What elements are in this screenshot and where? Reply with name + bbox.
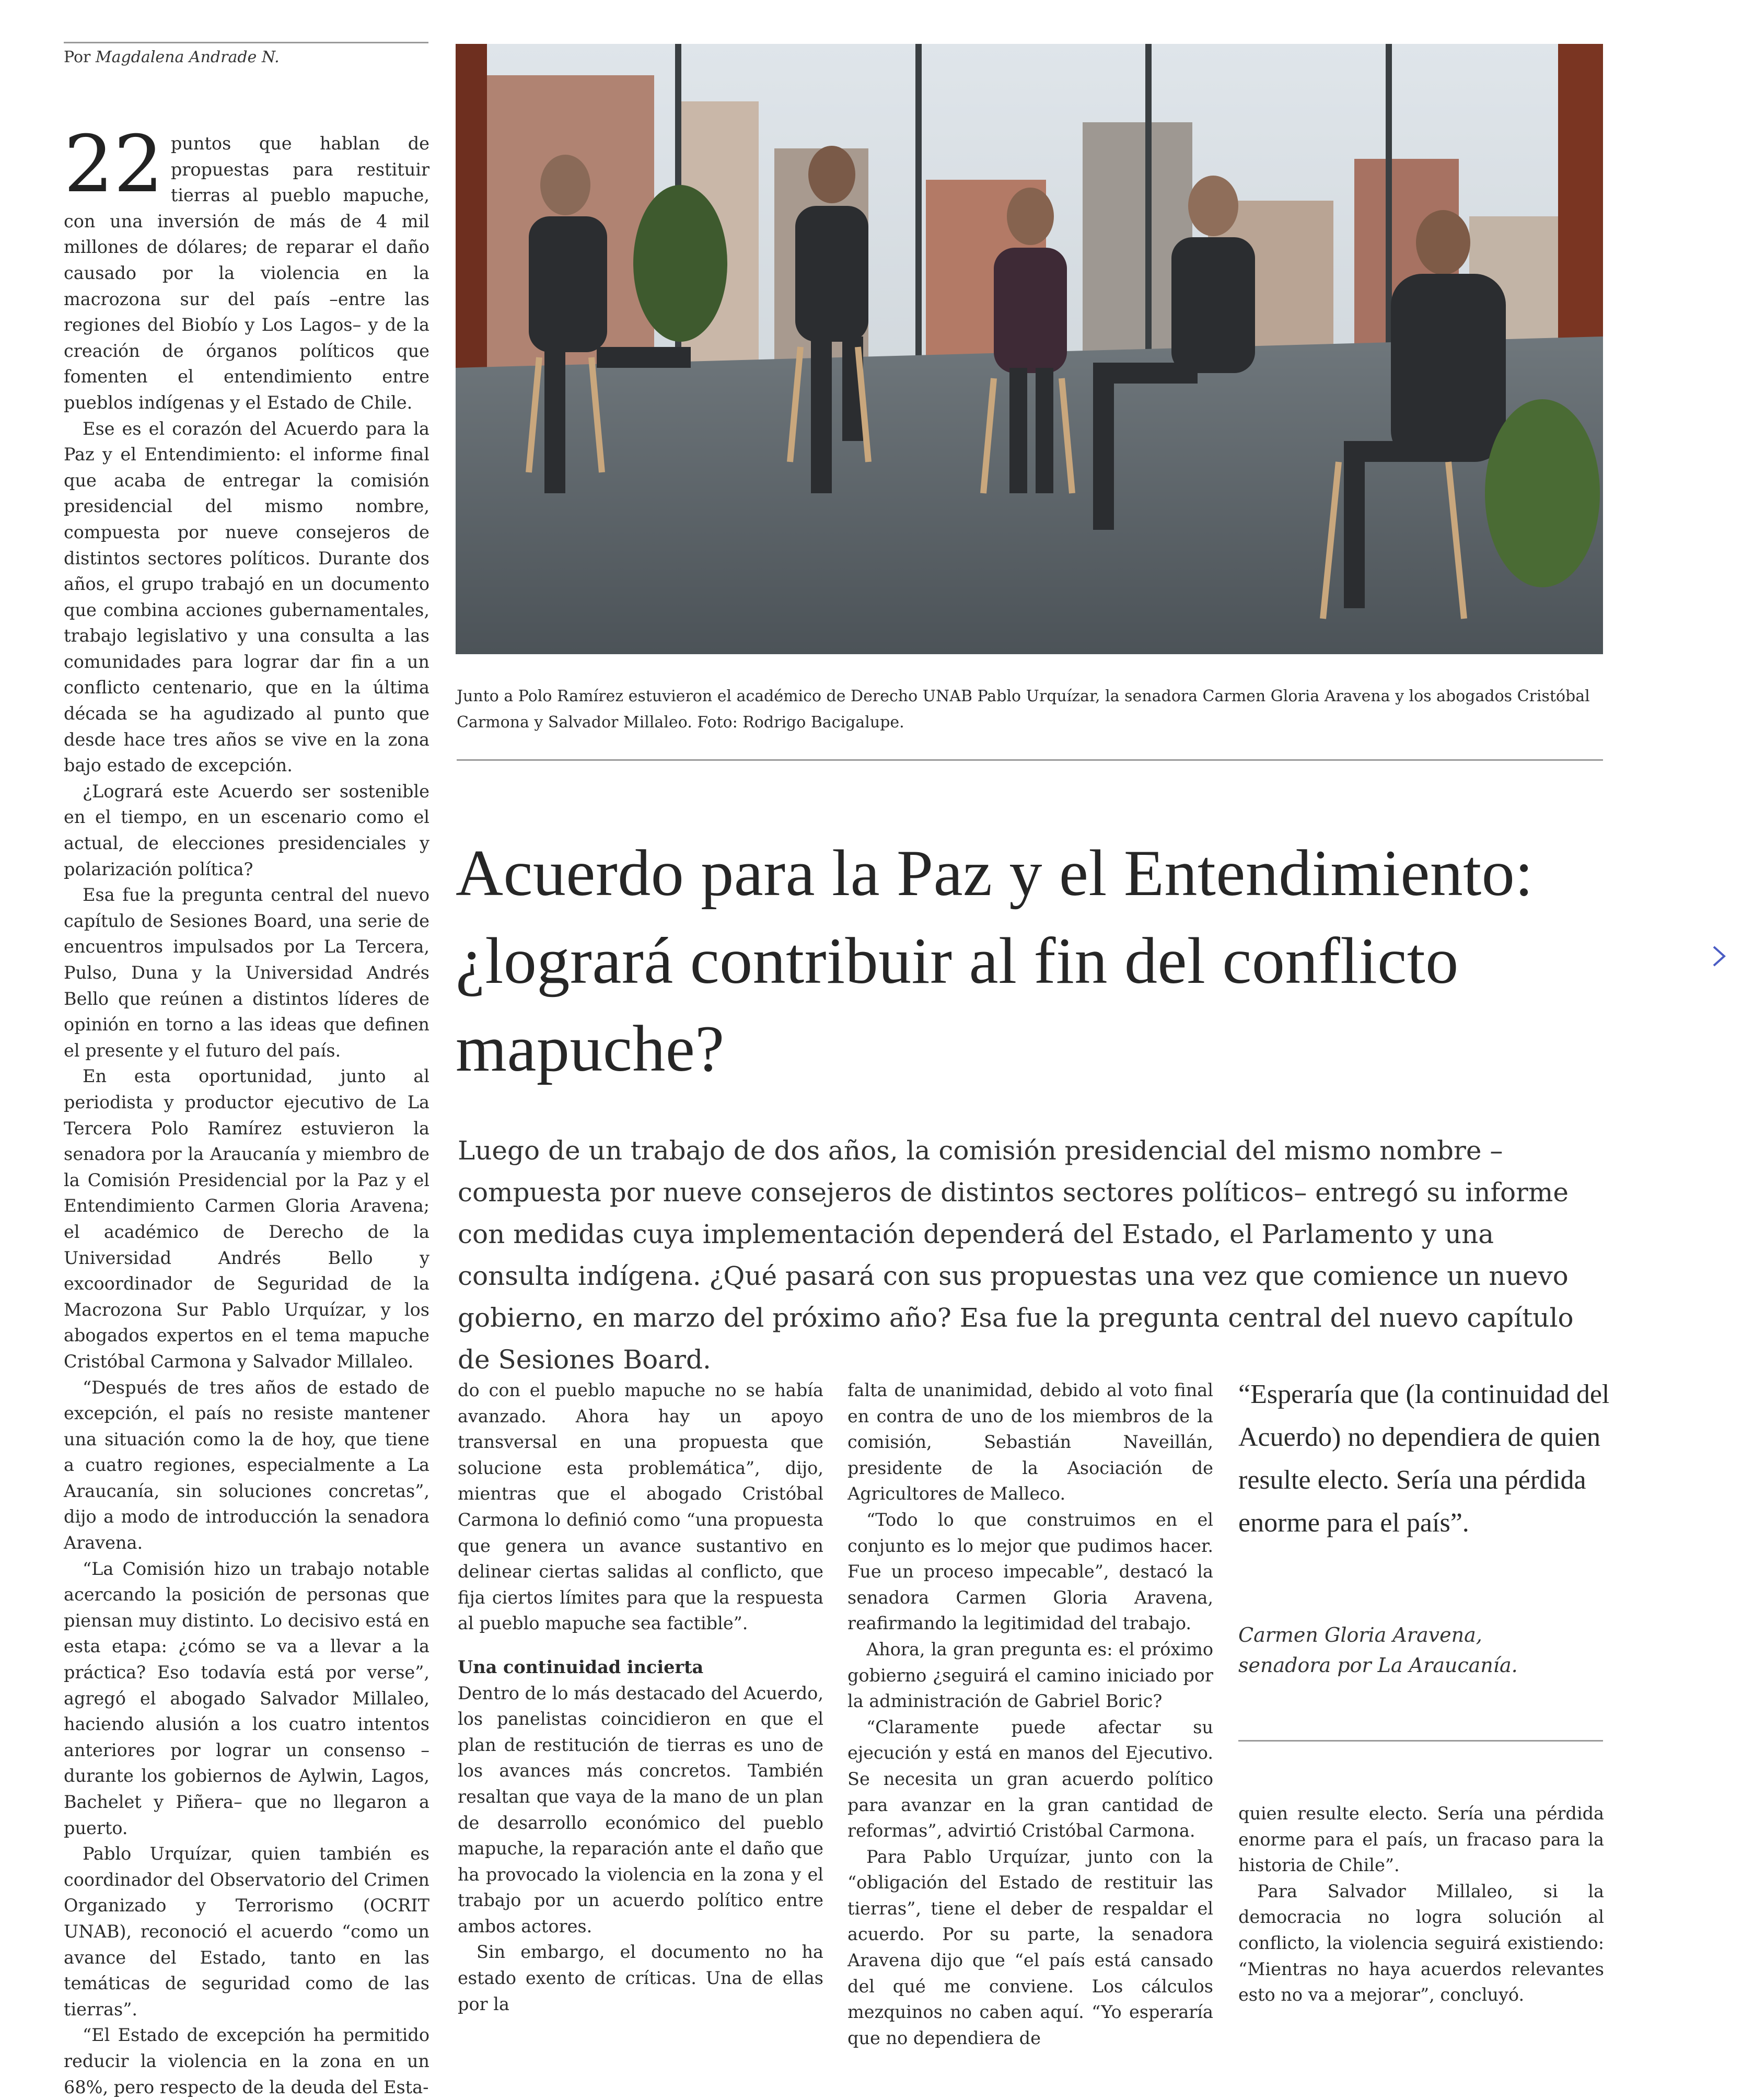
chevron-right-icon[interactable]: [1709, 944, 1729, 969]
headline: Acuerdo para la Paz y el Entendimiento: ¿logrará contribuir al fin del conflicto mapuche?: [456, 837, 1534, 1085]
photo-caption: Junto a Polo Ramírez estuvieron el académico de Derecho UNAB Pablo Urquízar, la senadora Carmen Gloria Aravena y los abogados Cristóbal Carmona y Salvador Millaleo. Foto: Rodrigo Bacigalupe.: [457, 687, 1590, 732]
article-column-2: [458, 1377, 823, 2017]
col3-paragraph-1: falta de unanimidad, debido al voto final en contra de uno de los miembros de la comisión, Sebastián Naveillán, presidente de la Asociación de Agricultores de Malleco.: [847, 1380, 1213, 1504]
byline: [64, 48, 429, 66]
col1-paragraph-9: “El Estado de excepción ha permitido reducir la violencia en la zona en un 68%, pero respecto de la deuda del Esta-: [64, 2025, 429, 2097]
drop-cap: 22: [64, 119, 164, 210]
panel-discussion-photo: [456, 44, 1603, 654]
pull-quote: “Esperaría que (la continuidad del Acuerdo) no dependiera de quien resulte electo. Sería una pérdida enorme para el país”.: [1238, 1379, 1610, 1538]
col2-paragraph-3: Sin embargo, el documento no ha estado exento de críticas. Una de ellas por la: [458, 1942, 823, 2014]
col1-paragraph-6: “Después de tres años de estado de excepción, el país no resiste mantener una situación como la de hoy, que tiene a cuatro regiones, especialmente a La Araucanía, sin soluciones concretas”, dijo a modo de introducción la senadora Aravena.: [64, 1377, 429, 1553]
article-column-4: [1238, 1801, 1604, 2008]
col1-paragraph-1: puntos que hablan de propuestas para restituir tierras al pueblo mapuche, con una inversión de más de 4 mil millones de dólares; de reparar el daño causado por la violencia en la macrozona sur del país –entre las regiones del Biobío y Los Lagos– y de la creación de órganos políticos que fomenten el entendimiento entre pueblos indígenas y el Estado de Chile.: [64, 133, 429, 413]
byline-rule: [64, 42, 428, 43]
pull-quote-rule: [1238, 1740, 1603, 1742]
article-column-1: [64, 119, 429, 2100]
attribution-title: senadora por La Araucanía.: [1238, 1654, 1518, 1677]
dek: Luego de un trabajo de dos años, la comisión presidencial del mismo nombre –compuesta por nueve consejeros de distintos sectores políticos– entregó su informe con medidas cuya implementación dependerá del Estado, el Parlamento y una consulta indígena. ¿Qué pasará con sus propuestas una vez que comience un nuevo gobierno, en marzo del próximo año? Esa fue la pregunta central del nuevo capítulo de Sesiones Board.: [458, 1135, 1574, 1375]
attribution-name: Carmen Gloria Aravena,: [1238, 1623, 1482, 1646]
col1-paragraph-7: “La Comisión hizo un trabajo notable acercando la posición de personas que piensan muy distinto. Lo decisivo está en esta etapa: ¿cómo se va a llevar a la práctica? Eso todavía está por verse”, agregó el abogado Salvador Millaleo, haciendo alusión a los cuatro intentos anteriores por lograr un consenso –durante los gobiernos de Aylwin, Lagos, Bachelet y Piñera– que no llegaron a puerto.: [64, 1558, 429, 1838]
col3-paragraph-4: “Claramente puede afectar su ejecución y está en manos del Ejecutivo. Se necesita un gran acuerdo político para avanzar en la gran cantidad de reformas”, advirtió Cristóbal Carmona.: [847, 1716, 1213, 1841]
col2-paragraph-2: Dentro de lo más destacado del Acuerdo, los panelistas coincidieron en que el plan de restitución de tierras es uno de los avances más concretos. También resaltan que vaya de la mano de un plan de desarrollo económico del pueblo mapuche, la reparación ante el daño que ha provocado la violencia en la zona y el trabajo por un acuerdo político entre ambos actores.: [458, 1683, 823, 1936]
col3-paragraph-3: Ahora, la gran pregunta es: el próximo gobierno ¿seguirá el camino iniciado por la administración de Gabriel Boric?: [847, 1639, 1213, 1712]
pull-quote-attribution: [1238, 1620, 1615, 1680]
col4-paragraph-2: Para Salvador Millaleo, si la democracia no logra solución al conflicto, la violencia seguirá existiendo: “Mientras no haya acuerdos relevantes esto no va a mejorar”, concluyó.: [1238, 1881, 1604, 2005]
col3-paragraph-2: “Todo lo que construimos en el conjunto es lo mejor que pudimos hacer. Fue un proceso impecable”, destacó la senadora Carmen Gloria Aravena, reafirmando la legitimidad del trabajo.: [847, 1509, 1213, 1634]
col1-paragraph-3: ¿Logrará este Acuerdo ser sostenible en el tiempo, en un escenario como el actual, de elecciones presidenciales y polarización política?: [64, 781, 429, 879]
article-column-3: [847, 1377, 1213, 2051]
col2-paragraph-1: do con el pueblo mapuche no se había avanzado. Ahora hay un apoyo transversal en una propuesta que solucione esta problemática”, dijo, mientras que el abogado Cristóbal Carmona lo definió como “una propuesta que genera un avance sustantivo en delinear ciertas salidas al conflicto, que fija ciertos límites para que la respuesta al pueblo mapuche sea factible”.: [458, 1380, 823, 1634]
photo-illustration: [456, 44, 1603, 654]
caption-rule: [457, 759, 1603, 761]
byline-author: Magdalena Andrade N.: [95, 48, 280, 66]
col1-paragraph-2: Ese es el corazón del Acuerdo para la Paz y el Entendimiento: el informe final que acaba de entregar la comisión presidencial del mismo nombre, compuesta por nueve consejeros de distintos sectores políticos. Durante dos años, el grupo trabajó en un documento que combina acciones gubernamentales, trabajo legislativo y una consulta a las comunidades para lograr dar fin a un conflicto centenario, que en la última década se ha agudizado al punto que desde hace tres años se vive en la zona bajo estado de excepción.: [64, 418, 429, 776]
section-subheading: Una continuidad incierta: [458, 1656, 704, 1677]
col3-paragraph-5: Para Pablo Urquízar, junto con la “obligación del Estado de restituir las tierras”, tiene el deber de respaldar el acuerdo. Por su parte, la senadora Aravena dijo que “el país está cansado del qué me conviene. Los cálculos mezquinos no caben aquí. “Yo esperaría que no dependiera de: [847, 1846, 1213, 2048]
byline-prefix: Por: [64, 48, 91, 66]
col1-paragraph-5: En esta oportunidad, junto al periodista y productor ejecutivo de La Tercera Polo Ramírez estuvieron la senadora por la Araucanía y miembro de la Comisión Presidencial por la Paz y el Entendimiento Carmen Gloria Aravena; el académico de Derecho de la Universidad Andrés Bello y excoordinador de Seguridad de la Macrozona Sur Pablo Urquízar, y los abogados expertos en el tema mapuche Cristóbal Carmona y Salvador Millaleo.: [64, 1066, 429, 1372]
col1-paragraph-4: Esa fue la pregunta central del nuevo capítulo de Sesiones Board, una serie de encuentros impulsados por La Tercera, Pulso, Duna y la Universidad Andrés Bello que reúnen a distintos líderes de opinión en torno a las ideas que definen el presente y el futuro del país.: [64, 885, 429, 1061]
col1-paragraph-8: Pablo Urquízar, quien también es coordinador del Observatorio del Crimen Organizado y Terrorismo (OCRIT UNAB), reconoció el acuerdo “como un avance del Estado, tanto en las temáticas de seguridad como de las tierras”.: [64, 1843, 429, 2020]
col4-paragraph-1: quien resulte electo. Sería una pérdida enorme para el país, un fracaso para la historia de Chile”.: [1238, 1803, 1604, 1876]
